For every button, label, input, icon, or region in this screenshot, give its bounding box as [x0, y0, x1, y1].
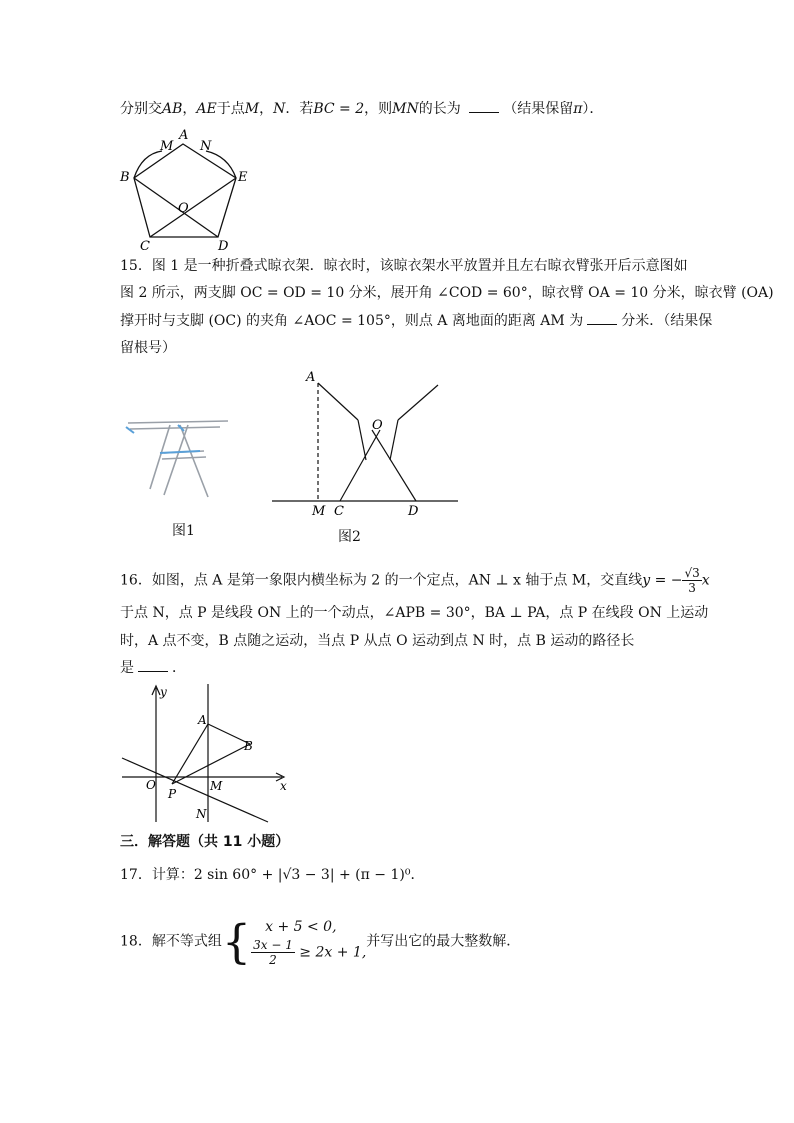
q15-line-3-text: 撑开时与支脚 (OC) 的夹角 ∠AOC = 105°，则点 A 离地面的距离 AM 为 — [120, 313, 584, 329]
rack-shelf — [162, 457, 206, 459]
label-p: P — [168, 787, 177, 801]
label-m: M — [210, 779, 223, 793]
q14-text: 分别交 — [120, 101, 162, 117]
q14-text: 于点 — [216, 101, 245, 117]
section-heading: 三．解答题（共 11 小题） — [120, 834, 290, 850]
system-brace: { — [221, 914, 252, 969]
label-a: A — [306, 370, 316, 385]
q14-comma: ， — [182, 101, 197, 117]
drying-rack-diagram — [268, 365, 468, 525]
answer-blank[interactable] — [469, 98, 499, 113]
label-m: M — [160, 139, 174, 154]
inequality-system — [251, 916, 366, 967]
q14-mn: MN — [392, 101, 419, 117]
q16-line-4 — [120, 657, 186, 679]
q14-continuation — [120, 98, 603, 120]
q16-fraction — [682, 566, 701, 595]
arm-right — [398, 385, 438, 420]
fraction-denominator: 2 — [269, 953, 277, 967]
label-c: C — [334, 504, 344, 519]
label-n: N — [200, 139, 212, 154]
rack-top-bar — [128, 421, 228, 423]
q14-text: ．若 — [285, 101, 314, 117]
q14-bc: BC = 2 — [313, 101, 365, 117]
label-y: y — [160, 685, 167, 699]
q16-line-4-text: 是 — [120, 660, 134, 676]
rack-leg — [164, 425, 188, 495]
fig2-caption: 图2 — [338, 529, 361, 545]
q18-line — [120, 916, 520, 967]
answer-blank[interactable] — [138, 657, 168, 672]
q15-line-3-end: 分米．（结果保 — [621, 313, 713, 329]
label-a: A — [198, 713, 207, 727]
leg-oc — [340, 430, 380, 501]
label-m: M — [312, 504, 326, 519]
q14-text: 的长为 — [418, 101, 461, 117]
q14-ae: AE — [196, 101, 217, 117]
q16-eq: y = − — [642, 572, 683, 589]
rack-blue-shelf — [160, 451, 200, 453]
label-a: A — [179, 128, 189, 143]
q14-comma: ， — [259, 101, 274, 117]
segment-bd — [134, 178, 218, 237]
q15-line-4: 留根号） — [120, 340, 176, 356]
q14-n: N — [273, 101, 286, 117]
inequality-2-rest: ≥ 2x + 1, — [299, 944, 367, 961]
q14-ab: AB — [162, 101, 183, 117]
label-b: B — [120, 170, 130, 185]
label-c: C — [140, 239, 150, 254]
label-e: E — [238, 170, 248, 185]
q16-x: x — [701, 572, 710, 589]
q16-line-2: 于点 N，点 P 是线段 ON 上的一个动点，∠APB = 30°，BA ⊥ PA，点 P 在线段 ON 上运动 — [120, 605, 709, 621]
label-d: D — [408, 504, 419, 519]
label-x: x — [280, 779, 287, 793]
q15-line-2: 图 2 所示，两支脚 OC = OD = 10 分米，展开角 ∠COD = 60°，晾衣臂 OA = 10 分米，晾衣臂 (OA) — [120, 285, 774, 301]
fraction-denominator: 3 — [688, 581, 696, 595]
label-o: O — [146, 778, 156, 792]
label-b: B — [244, 739, 253, 753]
inequality-2 — [251, 938, 366, 967]
q14-pi: π — [573, 101, 583, 117]
q18-suffix: 并写出它的最大整数解． — [366, 933, 521, 950]
label-o: O — [178, 201, 189, 216]
q16-line-4-end: ． — [172, 660, 186, 676]
rack-clip — [126, 427, 134, 433]
arm-oa — [318, 383, 358, 420]
inequality-1: x + 5 < 0, — [265, 919, 337, 935]
segment-ec — [150, 178, 236, 237]
line-y-neg-sqrt3-over-3-x — [122, 758, 268, 822]
q17-line: 17．计算：2 sin 60° + |√3 − 3| + (π − 1)⁰． — [120, 867, 425, 883]
answer-blank[interactable] — [587, 310, 617, 325]
label-d: D — [218, 239, 229, 254]
rack-top-bar — [130, 427, 220, 429]
drying-rack-photo — [120, 405, 235, 505]
q14-text: ，则 — [364, 101, 393, 117]
q16-line-1 — [120, 566, 710, 595]
brace-left — [358, 420, 366, 460]
q14-text: ）． — [582, 101, 604, 117]
pentagon-figure — [112, 124, 262, 254]
q14-text: （结果保留 — [503, 101, 574, 117]
inequality-2-fraction — [251, 938, 295, 967]
rack-leg — [150, 425, 170, 489]
fig1-caption: 图1 — [172, 523, 195, 539]
label-n: N — [196, 807, 207, 821]
q16-line-3: 时，A 点不变，B 点随之运动，当点 P 从点 O 运动到点 N 时，点 B 运动的路径长 — [120, 633, 635, 649]
q18-prefix: 18．解不等式组 — [120, 933, 222, 950]
label-o: O — [372, 418, 383, 433]
q15-line-1: 15．图 1 是一种折叠式晾衣架．晾衣时，该晾衣架水平放置并且左右晾衣臂张开后示意图如 — [120, 258, 688, 274]
fraction-numerator: √3 — [684, 566, 700, 580]
q16-line-1-text: 16．如图，点 A 是第一象限内横坐标为 2 的一个定点，AN ⊥ x 轴于点 M，交直线 — [120, 572, 643, 589]
q14-m: M — [244, 101, 260, 117]
brace-right — [390, 420, 398, 460]
fraction-numerator: 3x − 1 — [253, 938, 293, 952]
coordinate-figure — [118, 682, 293, 827]
arc-bm — [134, 151, 162, 178]
arc-en — [206, 151, 236, 178]
q15-line-3 — [120, 310, 712, 332]
